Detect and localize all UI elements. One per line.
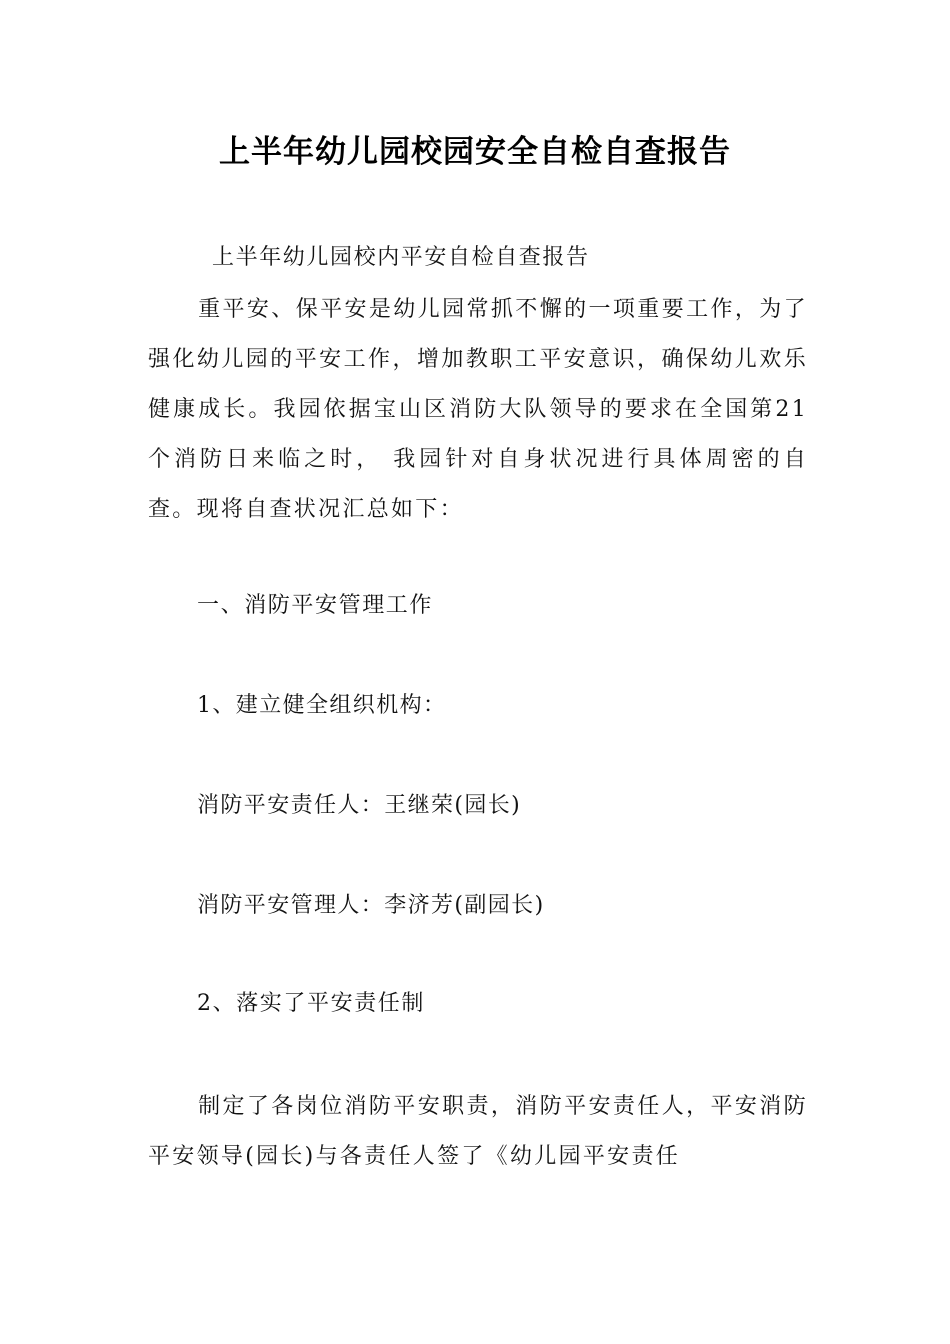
responsibility-paragraph-text: 制定了各岗位消防平安职责，消防平安责任人，平安消防平安领导(园长)与各责任人签了《幼儿园平安责任 [148,1094,808,1169]
item-responsibility-system: 2、落实了平安责任制 [197,991,425,1016]
responsibility-paragraph [148,1082,808,1182]
intro-paragraph-text: 重平安、保平安是幼儿园常抓不懈的一项重要工作，为了强化幼儿园的平安工作，增加教职工平安意识，确保幼儿欢乐健康成长。我园依据宝山区消防大队领导的要求在全国第21个消防日来临之时， 我园针对自身状况进行具体周密的自查。现将自查状况汇总如下： [148,297,808,522]
item-organization: 1、建立健全组织机构： [197,693,447,718]
safety-manager: 消防平安管理人：李济芳(副园长) [197,893,545,918]
intro-paragraph [148,285,808,535]
section-heading-fire-safety: 一、消防平安管理工作 [197,593,434,618]
document-subtitle: 上半年幼儿园校内平安自检自查报告 [212,245,590,270]
responsible-person: 消防平安责任人：王继荣(园长) [197,793,522,818]
document-title: 上半年幼儿园校园安全自检自查报告 [219,134,731,170]
